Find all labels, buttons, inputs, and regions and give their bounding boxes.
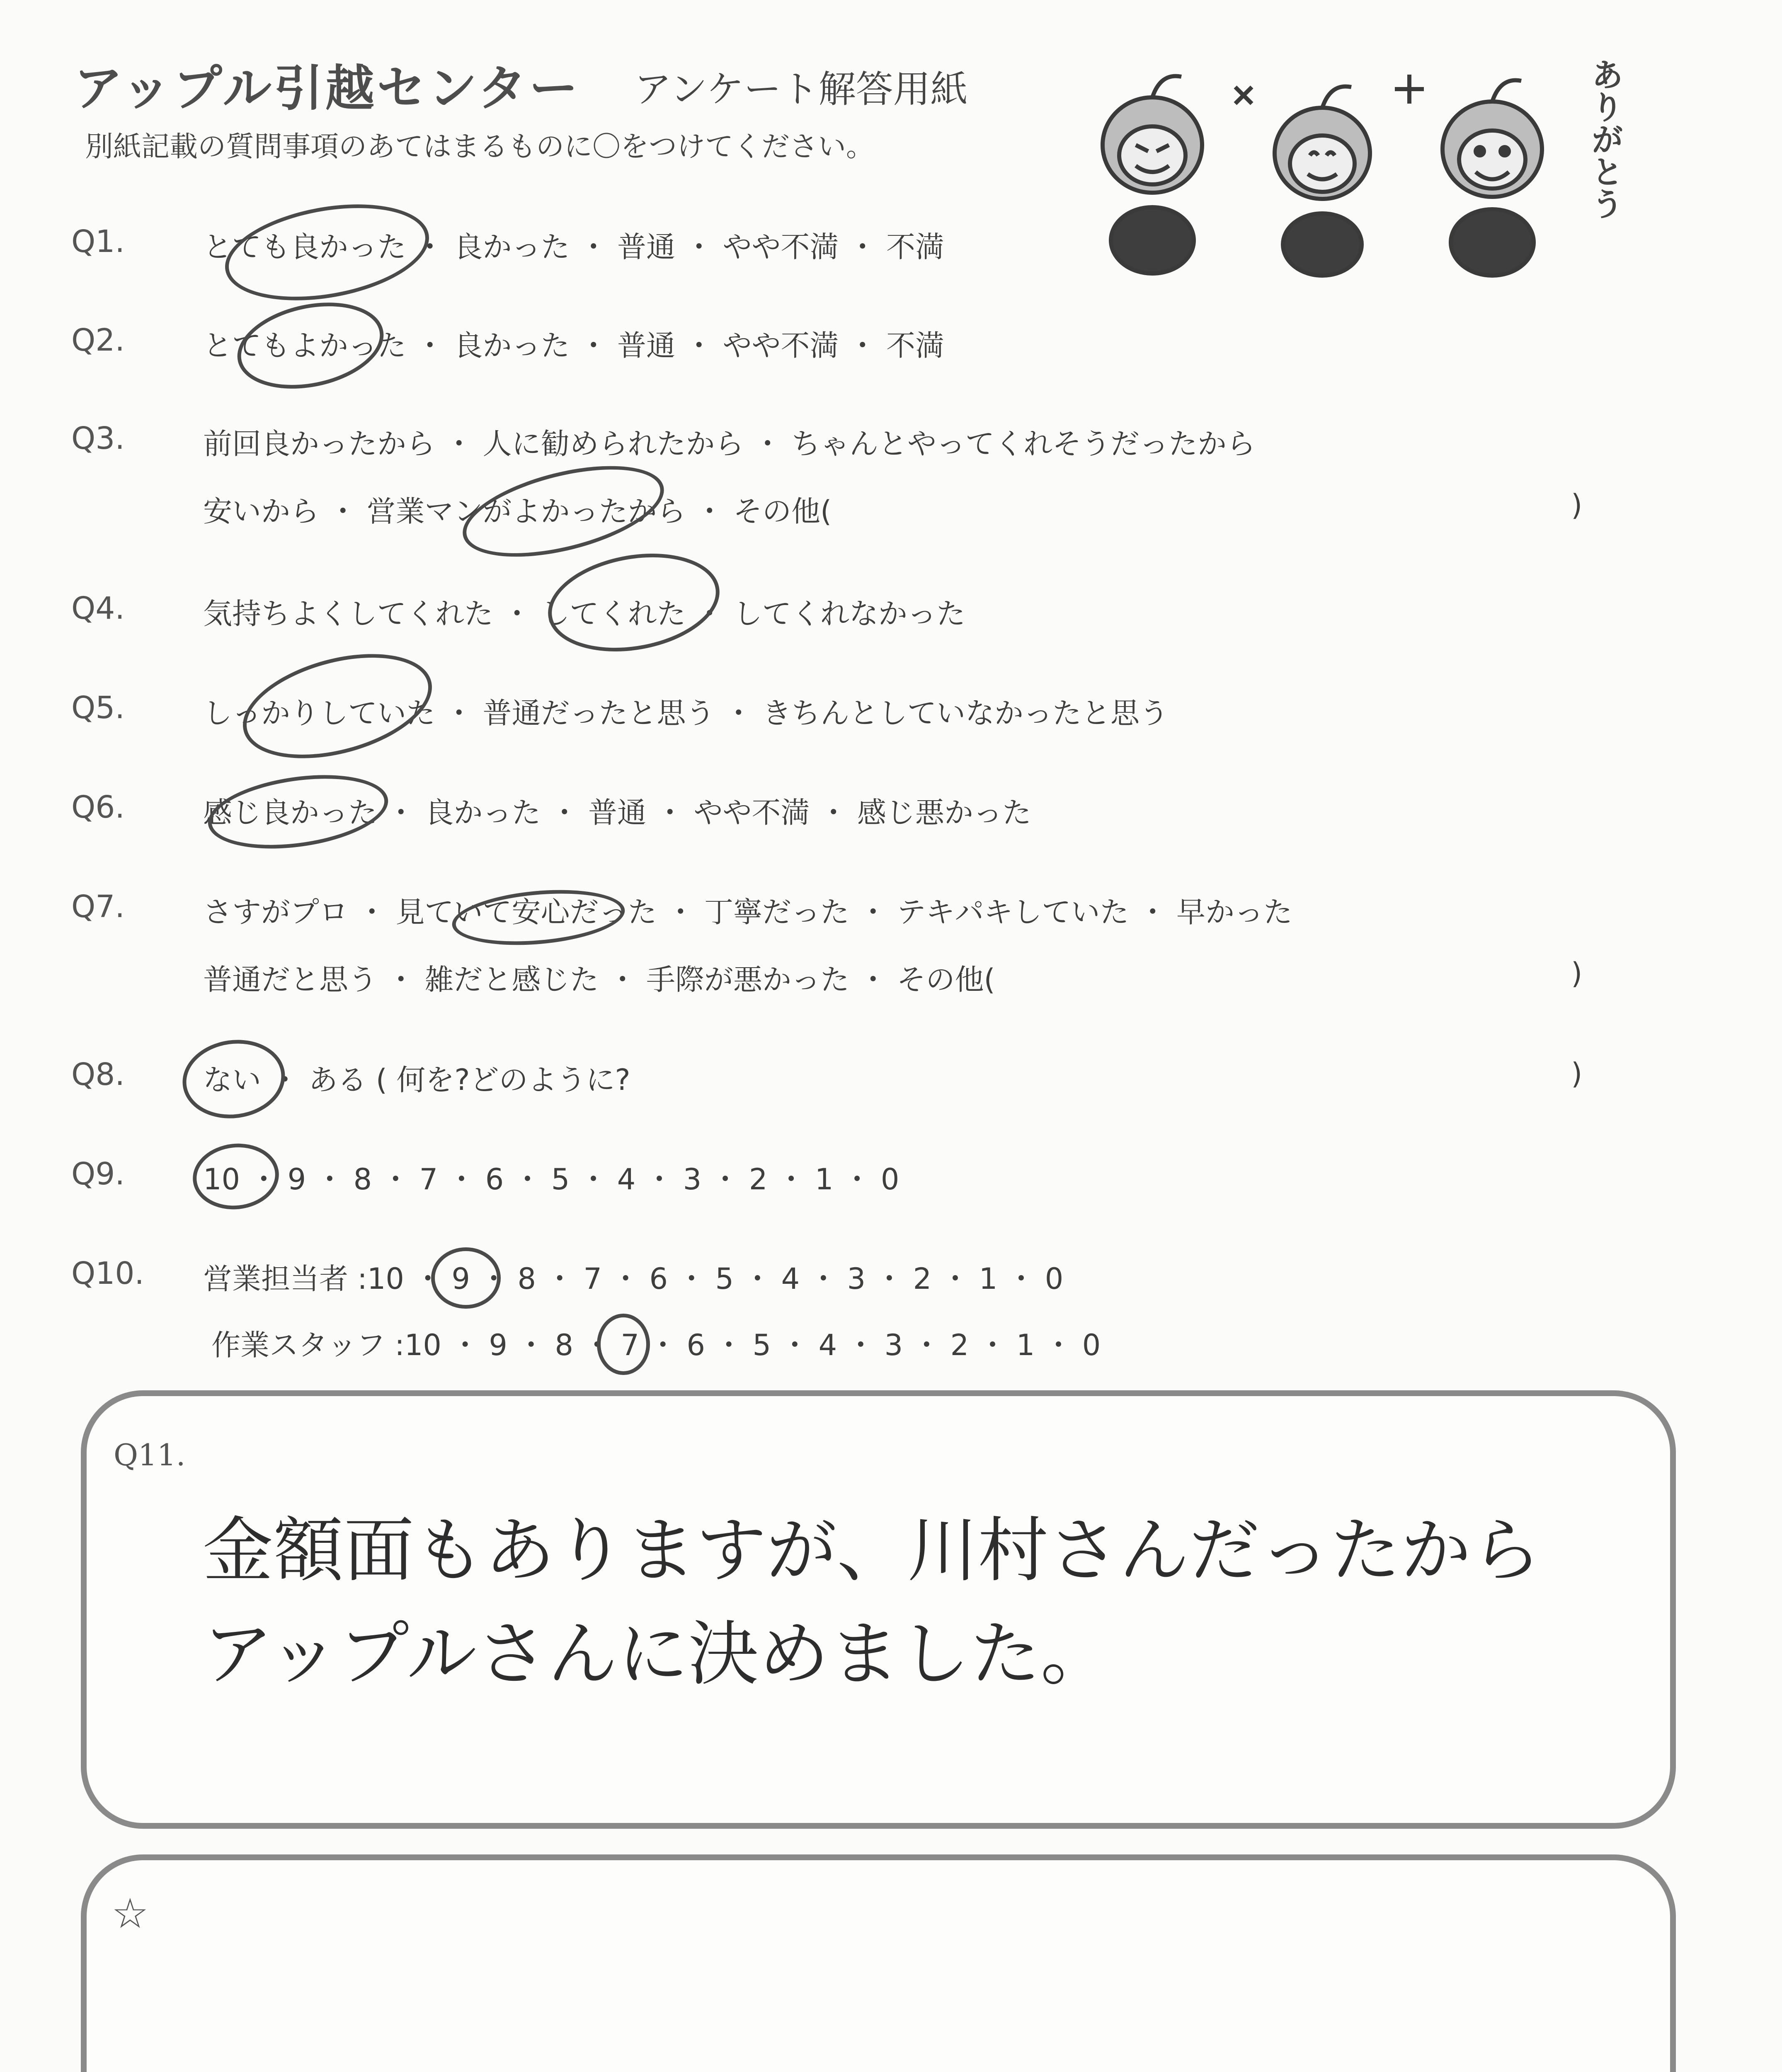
answer-circle-mark <box>231 635 443 777</box>
monkey-mascot-icon <box>1235 87 1370 276</box>
monkey-mascots-illustration <box>1078 50 1650 282</box>
question-label: Q6. <box>71 789 125 825</box>
answer-circle-mark <box>177 1034 290 1125</box>
star-icon: ☆ <box>112 1889 149 1938</box>
q11-answer-line-1: 金額面もありますが、川村さんだったから <box>203 1510 1542 1592</box>
answer-circle-mark <box>431 1247 501 1309</box>
question-label: Q10. <box>71 1256 144 1291</box>
paren-close: ) <box>1571 1057 1583 1091</box>
brand-title: アップル引越センター <box>74 60 581 117</box>
question-options: 10 ・ 9 ・ 8 ・ 7 ・ 6 ・ 5 ・ 4 ・ 3 ・ 2 ・ 1 ・ 0 <box>203 1162 899 1196</box>
answer-circle-mark <box>189 1140 282 1214</box>
question-label: Q4. <box>71 591 125 626</box>
paren-close: ) <box>1571 956 1583 990</box>
q11-answer-line-2: アップルさんに決めました。 <box>203 1613 1111 1695</box>
monkey-mascot-icon <box>1395 75 1542 276</box>
paren-close: ) <box>1571 488 1583 522</box>
question-label: Q1. <box>71 224 125 259</box>
question-options: ない ・ ある ( 何を?どのように? <box>203 1063 630 1097</box>
question-options: とても良かった ・ 良かった ・ 普通 ・ やや不満 ・ 不満 <box>203 230 945 264</box>
question-options-line2: 安いから ・ 営業マンがよかったから ・ その他( <box>203 494 832 528</box>
question-label: Q9. <box>71 1156 125 1192</box>
question-label: Q7. <box>71 889 125 925</box>
question-options: 営業担当者 :10 ・ 9 ・ 8 ・ 7 ・ 6 ・ 5 ・ 4 ・ 3 ・ 2 ・ 1 ・ 0 <box>203 1262 1064 1296</box>
question-options: 前回良かったから ・ 人に勧められたから ・ ちゃんとやってくれそうだったから <box>203 427 1256 461</box>
question-options: さすがプロ ・ 見ていて安心だった ・ 丁寧だった ・ テキパキしていた ・ 早かった <box>203 895 1293 929</box>
question-options-line2: 作業スタッフ :10 ・ 9 ・ 8 ・ 7 ・ 6 ・ 5 ・ 4 ・ 3 ・ 2 ・ 1 ・ 0 <box>211 1328 1101 1362</box>
answer-circle-mark <box>203 765 393 859</box>
question-label: Q2. <box>71 322 125 358</box>
question-options: とてもよかった ・ 良かった ・ 普通 ・ やや不満 ・ 不満 <box>203 329 945 363</box>
q11-label: Q11. <box>114 1438 186 1472</box>
thank-you-badge: ありがとう <box>1586 58 1623 220</box>
answer-circle-mark <box>218 190 436 315</box>
form-subtitle: アンケート解答用紙 <box>634 68 968 111</box>
star-comment-box <box>81 1854 1676 2072</box>
question-label: Q8. <box>71 1057 125 1092</box>
question-options: 感じ良かった ・ 良かった ・ 普通 ・ やや不満 ・ 感じ悪かった <box>203 796 1032 830</box>
q11-answer-box <box>81 1390 1676 1829</box>
question-options: 気持ちよくしてくれた ・ してくれた ・ してくれなかった <box>203 597 966 631</box>
answer-circle-mark <box>540 541 727 664</box>
question-options: しっかりしていた ・ 普通だったと思う ・ きちんとしていなかったと思う <box>203 696 1169 730</box>
answer-circle-mark <box>229 290 391 401</box>
monkey-mascot-icon <box>1103 76 1202 274</box>
question-label: Q5. <box>71 690 125 726</box>
instruction-text: 別紙記載の質問事項のあてはまるものに〇をつけてください。 <box>85 131 875 163</box>
answer-circle-mark <box>597 1314 650 1375</box>
question-options-line2: 普通だと思う ・ 雑だと感じた ・ 手際が悪かった ・ その他( <box>203 963 995 997</box>
question-label: Q3. <box>71 421 125 456</box>
